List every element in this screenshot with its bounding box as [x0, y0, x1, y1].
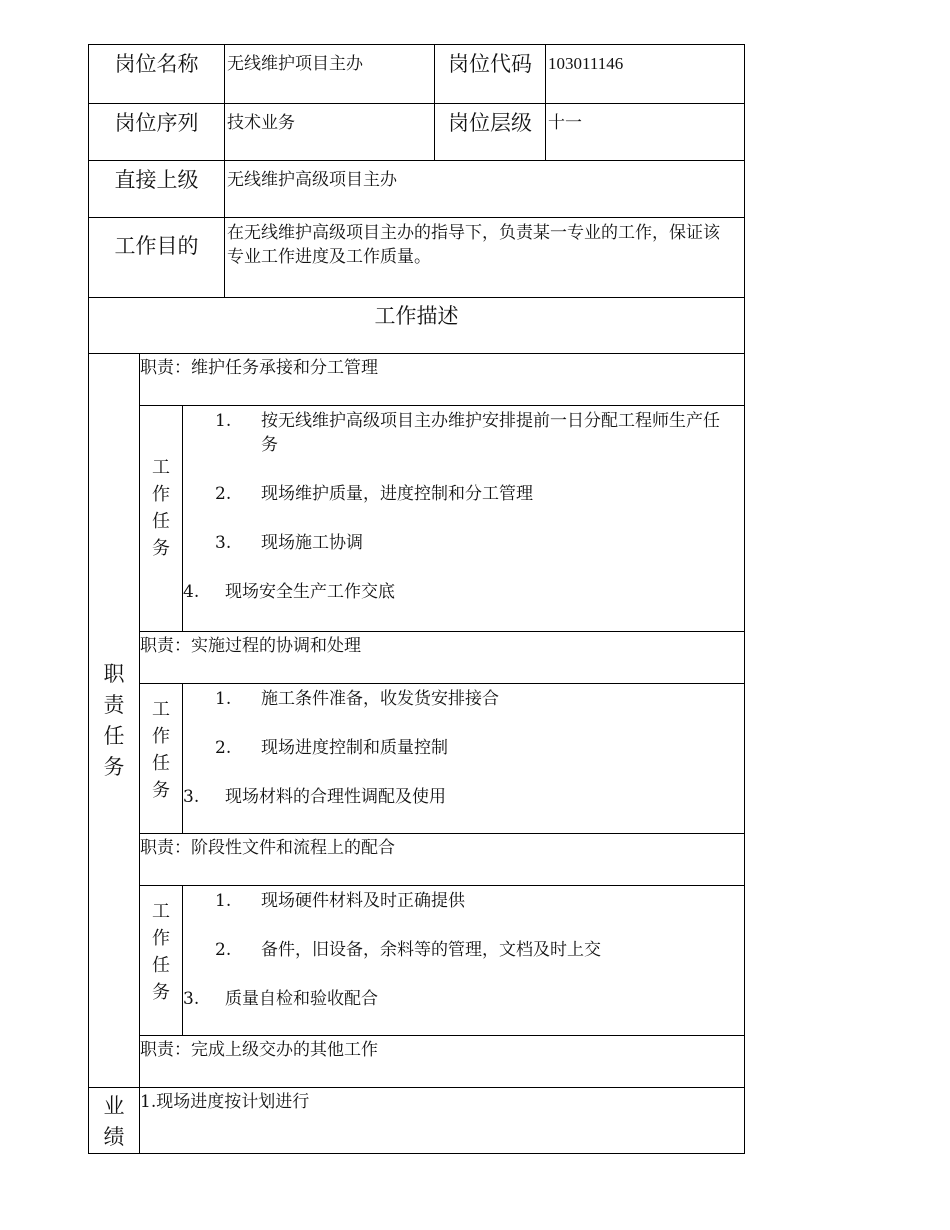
task-label-char: 作: [152, 726, 170, 747]
performance-row: [89, 1088, 745, 1154]
superior-label: 直接上级: [89, 161, 225, 218]
duty-1-title: 职责：维护任务承接和分工管理: [140, 354, 745, 406]
task-number: 3.: [183, 989, 200, 1009]
task-number: 2.: [215, 738, 232, 758]
task-label: [140, 406, 183, 632]
task-text: 现场安全生产工作交底: [225, 582, 395, 602]
task-number: 1.: [215, 411, 232, 431]
duty-2-row: [89, 632, 745, 684]
job-description-table: [88, 44, 745, 1154]
task-text: 现场硬件材料及时正确提供: [261, 891, 465, 911]
list-item: [183, 482, 732, 506]
list-item: [183, 785, 732, 809]
duty-3-task-list: [183, 886, 745, 1036]
task-text: 现场维护质量，进度控制和分工管理: [261, 484, 533, 504]
position-code-label: 岗位代码: [435, 45, 546, 104]
list-item: [183, 736, 732, 760]
task-label-char: 作: [152, 484, 170, 505]
task-label: [140, 886, 183, 1036]
task-number: 2.: [215, 940, 232, 960]
duties-label-char: 务: [103, 754, 125, 779]
duty-3-tasks-row: [89, 886, 745, 1036]
position-code-value: 103011146: [546, 45, 745, 104]
row-description-title: [89, 298, 745, 354]
sequence-label: 岗位序列: [89, 104, 225, 161]
sequence-value: 技术业务: [225, 104, 435, 161]
duty-4-title: 职责：完成上级交办的其他工作: [140, 1036, 745, 1088]
task-number: 3.: [215, 533, 232, 553]
task-number: 4.: [183, 582, 200, 602]
duty-4-row: [89, 1036, 745, 1088]
purpose-label: 工作目的: [89, 218, 225, 298]
level-label: 岗位层级: [435, 104, 546, 161]
list-item: [183, 938, 732, 962]
duty-2-task-list: [183, 684, 745, 834]
duty-3-row: [89, 834, 745, 886]
position-name-value: 无线维护项目主办: [225, 45, 435, 104]
performance-label: [89, 1088, 140, 1154]
performance-label-char: 业: [103, 1094, 125, 1118]
duties-label: [89, 354, 140, 1088]
task-label-char: 作: [152, 928, 170, 949]
list-item: [183, 889, 732, 913]
task-label-char: 务: [152, 780, 170, 801]
performance-value: 1.现场进度按计划进行: [140, 1088, 745, 1154]
superior-value: 无线维护高级项目主办: [225, 161, 745, 218]
duties-label-char: 任: [103, 723, 125, 748]
task-label-char: 任: [152, 955, 170, 976]
row-purpose: [89, 218, 745, 298]
duty-2-tasks-row: [89, 684, 745, 834]
duty-2-title: 职责：实施过程的协调和处理: [140, 632, 745, 684]
duty-1-task-list: [183, 406, 745, 632]
task-number: 1.: [215, 891, 232, 911]
task-label-char: 工: [152, 901, 170, 922]
task-text: 现场施工协调: [261, 533, 363, 553]
purpose-value: 在无线维护高级项目主办的指导下，负责某一专业的工作，保证该专业工作进度及工作质量。: [225, 218, 745, 298]
job-description-document: [88, 44, 744, 1154]
row-position-name: [89, 45, 745, 104]
task-text: 质量自检和验收配合: [225, 989, 378, 1009]
task-text: 现场材料的合理性调配及使用: [225, 787, 446, 807]
list-item: [183, 687, 732, 711]
performance-label-char: 绩: [103, 1125, 125, 1149]
duty-1-row: [89, 354, 745, 406]
task-text: 施工条件准备，收发货安排接合: [261, 689, 499, 709]
task-label-char: 任: [152, 753, 170, 774]
task-text: 备件，旧设备，余料等的管理，文档及时上交: [261, 940, 601, 960]
position-name-label: 岗位名称: [89, 45, 225, 104]
level-value: 十一: [546, 104, 745, 161]
task-label-char: 务: [152, 538, 170, 559]
task-text: 按无线维护高级项目主办维护安排提前一日分配工程师生产任务: [261, 411, 720, 455]
duty-1-tasks-row: [89, 406, 745, 632]
row-superior: [89, 161, 745, 218]
task-label-char: 工: [152, 699, 170, 720]
task-label-char: 务: [152, 982, 170, 1003]
duties-label-char: 职: [103, 661, 125, 686]
description-title: 工作描述: [89, 298, 745, 354]
task-number: 1.: [215, 689, 232, 709]
task-text: 现场进度控制和质量控制: [261, 738, 448, 758]
task-number: 3.: [183, 787, 200, 807]
duty-3-title: 职责：阶段性文件和流程上的配合: [140, 834, 745, 886]
list-item: [183, 987, 732, 1011]
duties-label-char: 责: [103, 692, 125, 717]
task-label-char: 任: [152, 511, 170, 532]
row-sequence: [89, 104, 745, 161]
task-label: [140, 684, 183, 834]
list-item: [183, 580, 732, 604]
task-label-char: 工: [152, 457, 170, 478]
task-number: 2.: [215, 484, 232, 504]
list-item: [183, 409, 732, 457]
list-item: [183, 531, 732, 555]
